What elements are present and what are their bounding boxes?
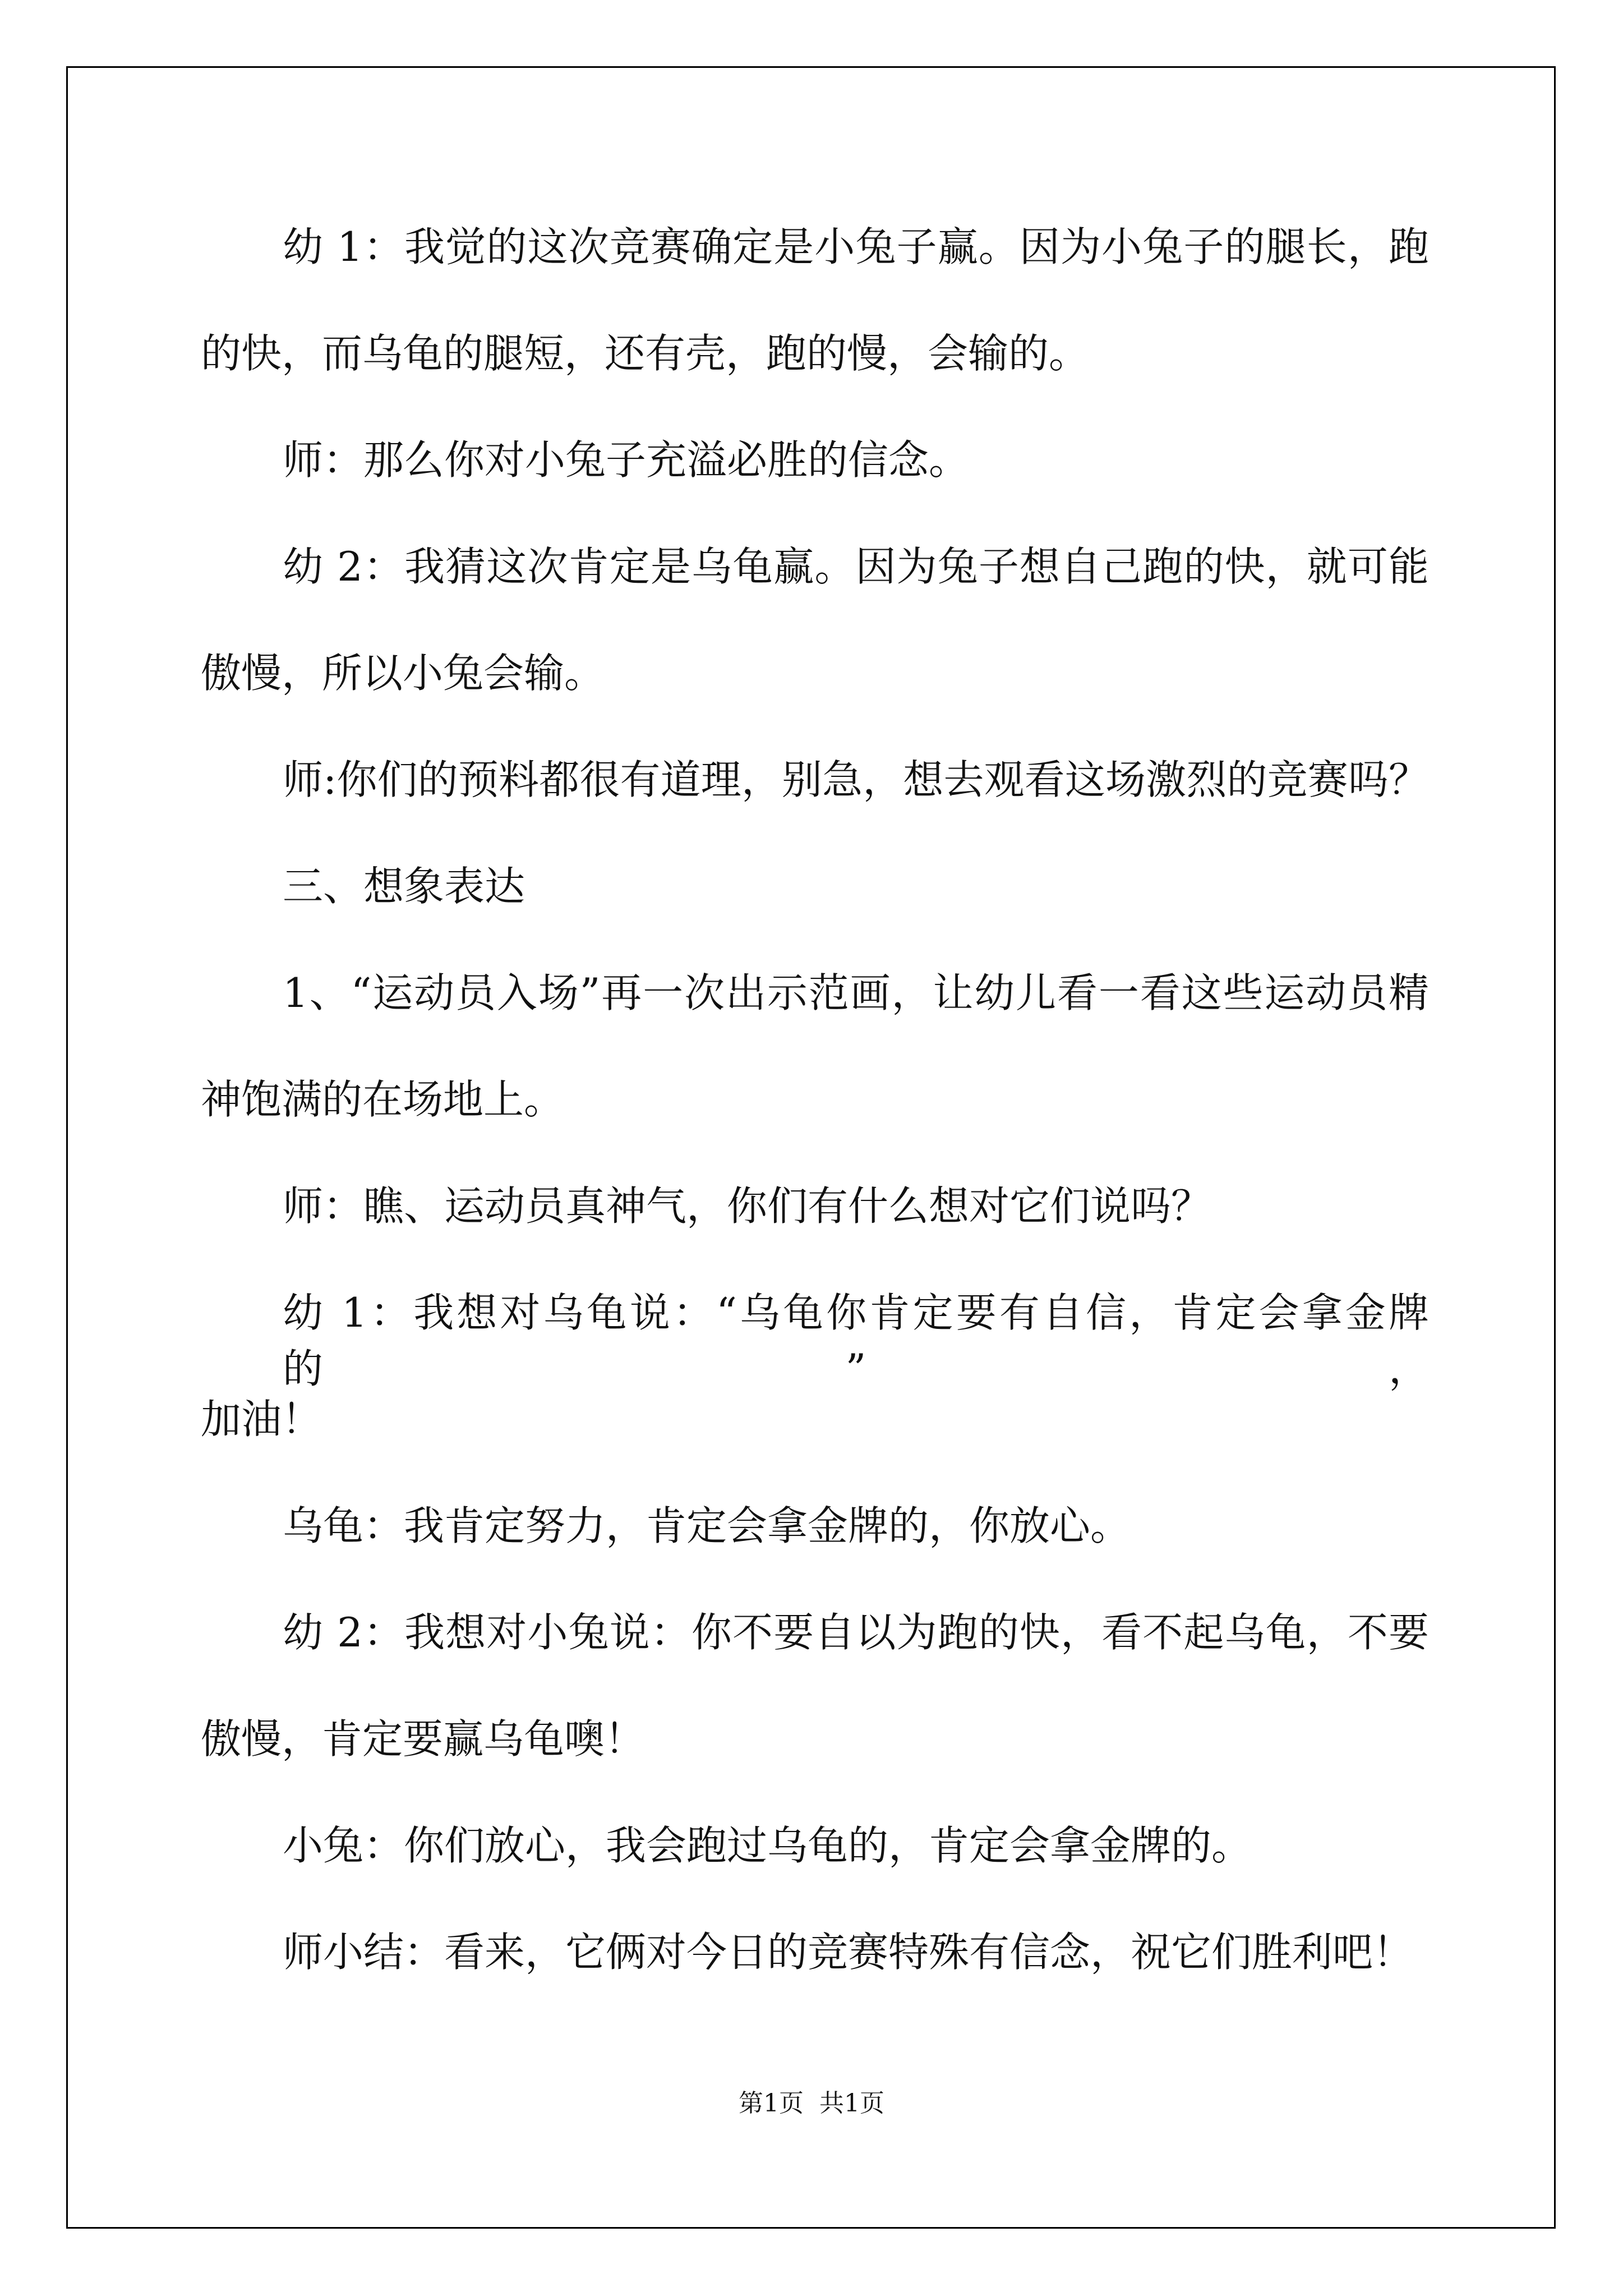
- paragraph-line: 幼 1：我想对乌龟说：“乌龟你肯定要有自信，肯定会拿金牌的”，: [283, 1289, 1429, 1392]
- paragraph-line: 神饱满的在场地上。: [201, 1076, 565, 1123]
- paragraph-line: 幼 2：我猜这次肯定是乌龟赢。因为兔子想自己跑的快，就可能: [283, 543, 1429, 590]
- paragraph-line: 师：那么你对小兔子充溢必胜的信念。: [283, 436, 970, 484]
- paragraph-line: 1、“运动员入场”再一次出示范画，让幼儿看一看这些运动员精: [283, 969, 1429, 1016]
- paragraph-line: 傲慢，所以小兔会输。: [201, 650, 605, 697]
- paragraph-line: 幼 2：我想对小兔说：你不要自以为跑的快，看不起乌龟，不要: [283, 1609, 1429, 1656]
- paragraph-line: 师小结：看来，它俩对今日的竞赛特殊有信念，祝它们胜利吧！: [283, 1929, 1414, 1976]
- paragraph-line: 小兔：你们放心，我会跑过乌龟的，肯定会拿金牌的。: [283, 1822, 1252, 1869]
- page-border: [66, 66, 1556, 2229]
- paragraph-line: 乌龟：我肯定努力，肯定会拿金牌的，你放心。: [283, 1502, 1131, 1549]
- paragraph-line: 的快，而乌龟的腿短，还有壳，跑的慢，会输的。: [201, 330, 1090, 377]
- current-page-label: 第1页: [739, 2089, 804, 2118]
- section-heading: 三、想象表达: [283, 863, 525, 910]
- page-footer: [0, 2087, 1623, 2120]
- paragraph-line: 幼 1：我觉的这次竞赛确定是小兔子赢。因为小兔子的腿长，跑: [283, 223, 1429, 270]
- paragraph-line: 师：瞧、运动员真神气，你们有什么想对它们说吗？: [283, 1182, 1212, 1230]
- paragraph-line: 师:你们的预料都很有道理，别急，想去观看这场激烈的竞赛吗？: [283, 756, 1429, 803]
- paragraph-line: 加油！: [201, 1396, 322, 1443]
- total-pages-label: 共1页: [819, 2089, 884, 2118]
- paragraph-line: 傲慢，肯定要赢乌龟噢！: [201, 1715, 645, 1763]
